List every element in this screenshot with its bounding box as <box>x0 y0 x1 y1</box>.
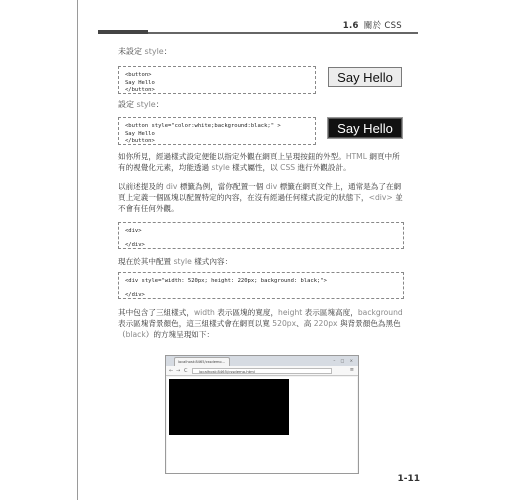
reload-icon[interactable]: C <box>184 368 188 374</box>
black-div-block <box>169 379 289 435</box>
paragraph-style-explanation: 其中包含了三組樣式，width 表示區塊的寬度，height 表示區塊高度，background 表示區塊背景顏色，這三組樣式會在網頁以寬 520px、高 220px 與背景顏色為黑色（black）的方塊呈現如下： <box>118 308 403 339</box>
say-hello-button-styled[interactable]: Say Hello <box>328 118 402 138</box>
paragraph-style-config: 現在於其中配置 style 樣式內容： <box>118 257 233 266</box>
window-controls[interactable]: – □ × <box>333 358 355 363</box>
code-block-button: <button> Say Hello </button> <box>118 66 316 94</box>
section-number: 1.6 <box>342 21 359 31</box>
back-arrow-icon[interactable]: ← <box>169 368 174 374</box>
browser-viewport <box>167 377 357 473</box>
browser-tab-bar <box>166 356 358 366</box>
browser-tab[interactable]: localhost:8465/cssdemo... <box>174 357 230 366</box>
code-block-styled-button: <button style="color:white;background:black;" > Say Hello </button> <box>118 117 316 145</box>
paragraph-styling-intro: 如你所見，經過樣式設定便能以指定外觀在網頁上呈現按鈕的外型。HTML 網頁中所有的視覺化元素，均能透過 style 樣式屬性，以 CSS 進行外觀設計。 <box>118 152 400 172</box>
example1-label: 未設定 style： <box>118 47 172 56</box>
page-number: 1-11 <box>397 474 420 484</box>
browser-screenshot <box>165 355 359 474</box>
menu-icon[interactable]: ≡ <box>349 367 354 373</box>
address-bar[interactable]: localhost:8465/cssdemo.html <box>192 368 332 374</box>
code-block-div-styled: <div style="width: 520px; height: 220px; background: black;"> </div> <box>118 272 404 299</box>
paragraph-div-intro: 以前述提及的 div 標籤為例，當你配置一個 div 標籤在網頁文件上，通常是為了在網頁上定義一個區塊以配置特定的內容，在沒有經過任何樣式設定的狀態下，<div> 並不會有任何外觀。 <box>118 182 403 213</box>
code-block-div: <div> </div> <box>118 222 404 249</box>
header-rule-accent <box>98 30 148 34</box>
browser-nav-bar <box>166 366 358 376</box>
forward-arrow-icon[interactable]: → <box>176 368 181 374</box>
running-header <box>343 19 402 31</box>
example2-label: 設定 style： <box>118 100 164 109</box>
page-left-rule <box>77 0 78 500</box>
say-hello-button-plain[interactable]: Say Hello <box>328 67 402 87</box>
section-title: 關於 CSS <box>363 21 402 31</box>
